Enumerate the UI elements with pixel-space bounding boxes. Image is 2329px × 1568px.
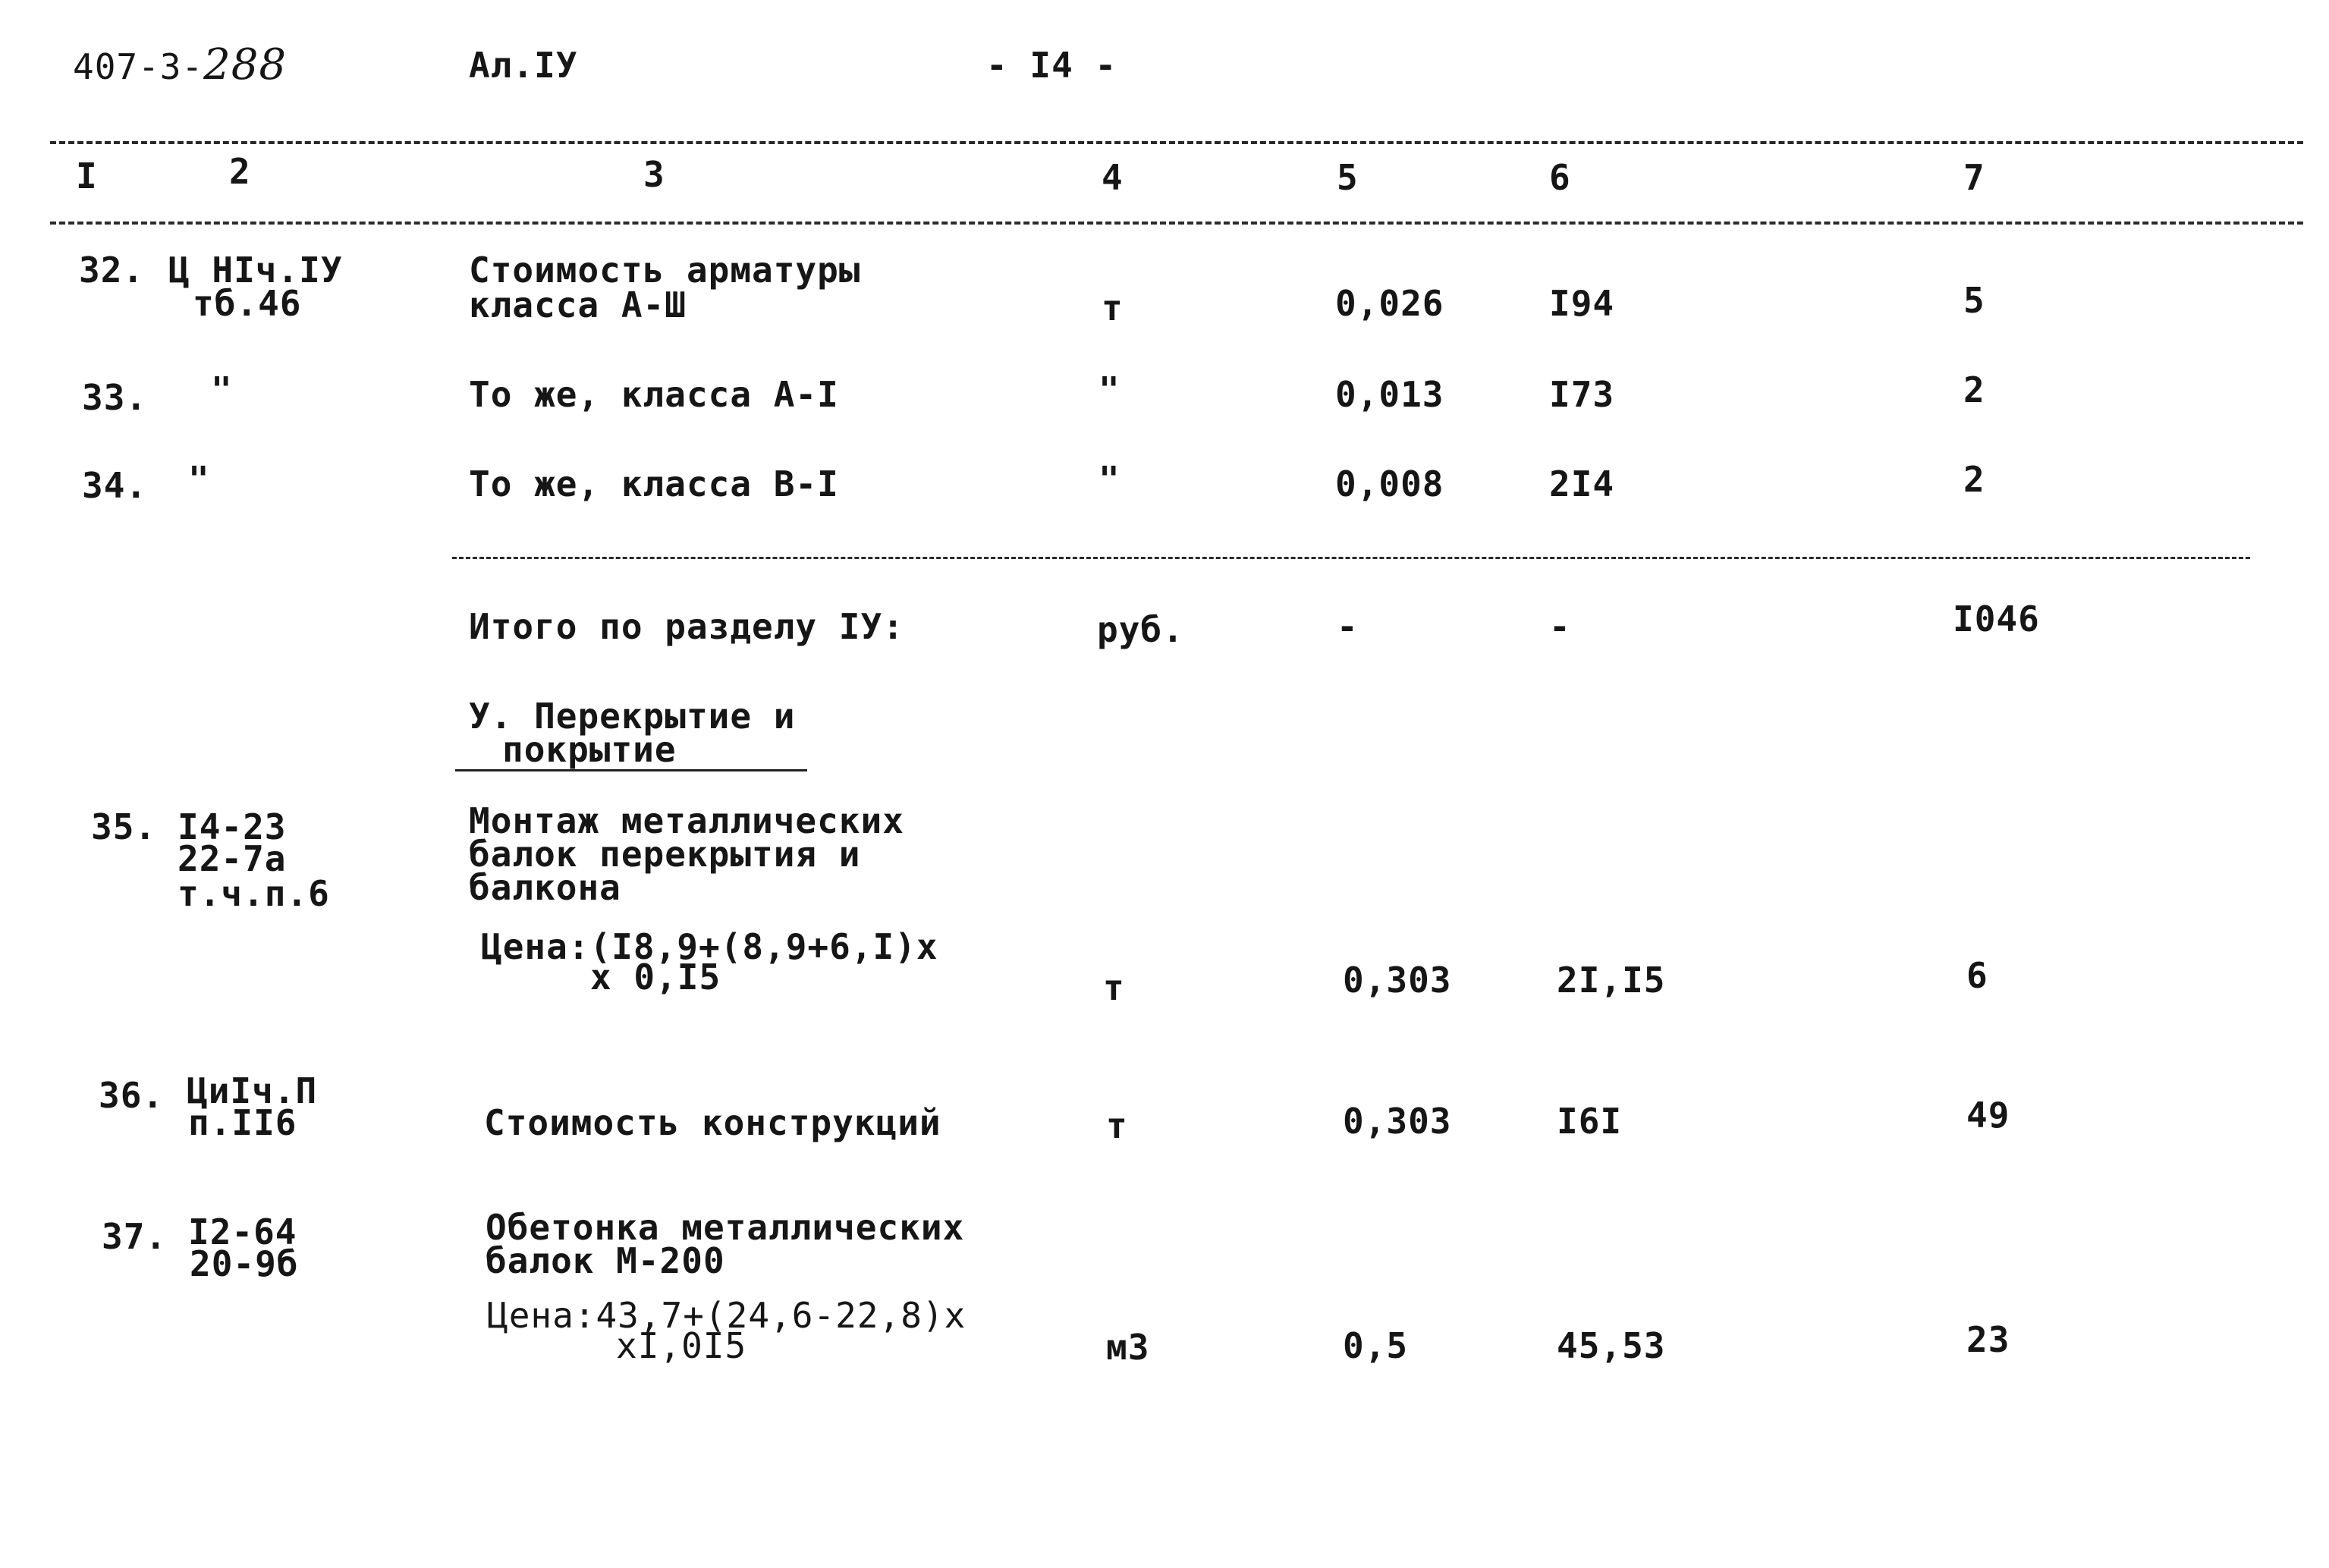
row-description: То же, класса В-I <box>469 463 839 504</box>
row-total: 5 <box>1963 280 1985 321</box>
row-reference: I2-64 <box>188 1211 297 1252</box>
row-number: 37. <box>102 1216 168 1257</box>
row-unit: т <box>1106 1105 1128 1146</box>
row-description: Стоимость арматуры <box>469 250 861 291</box>
row-unit: " <box>1098 369 1120 410</box>
subtotal-unit-price: - <box>1549 606 1571 647</box>
row-total: 2 <box>1963 369 1985 410</box>
row-number: 33. <box>82 377 148 418</box>
row-total: 6 <box>1966 955 1988 996</box>
row-quantity: 0,008 <box>1335 463 1444 504</box>
section-title: покрытие <box>502 729 677 770</box>
row-reference: 22-7а <box>178 838 287 879</box>
subtotal-rule <box>452 557 2250 559</box>
row-reference: п.II6 <box>188 1102 297 1143</box>
row-number: 35. <box>91 806 157 847</box>
document-code-handwritten: 288 <box>203 40 288 90</box>
sheet-reference: Ал.IУ <box>469 45 578 86</box>
subtotal-unit: руб. <box>1097 609 1184 650</box>
row-reference: т.ч.п.6 <box>178 873 330 914</box>
header-bottom-rule <box>50 222 2303 225</box>
row-unit: " <box>1098 459 1120 500</box>
row-quantity: 0,5 <box>1343 1325 1409 1366</box>
column-header-4: 4 <box>1102 157 1124 198</box>
row-price-formula: Цена:(I8,9+(8,9+6,I)х <box>481 926 938 967</box>
row-quantity: 0,026 <box>1335 283 1444 324</box>
row-reference: " <box>188 459 210 500</box>
header-top-rule <box>50 141 2303 144</box>
row-price-formula: х 0,I5 <box>590 957 721 998</box>
column-header-6: 6 <box>1549 157 1571 198</box>
document-code-prefix: 407-3- <box>73 46 204 87</box>
column-header-2: 2 <box>229 151 251 192</box>
column-header-3: 3 <box>643 154 665 195</box>
row-description: балок перекрытия и <box>469 834 861 875</box>
row-number: 32. <box>79 250 145 291</box>
row-reference: тб.46 <box>193 283 302 324</box>
section-title-underline <box>455 769 807 771</box>
row-unit-price: 2I,I5 <box>1557 960 1666 1001</box>
row-reference: I4-23 <box>178 806 287 847</box>
row-total: 2 <box>1963 459 1985 500</box>
row-total: 23 <box>1966 1319 2010 1360</box>
row-reference: Ц НIч.IУ <box>168 250 343 291</box>
row-unit-price: 45,53 <box>1557 1325 1666 1366</box>
row-number: 34. <box>82 465 148 506</box>
subtotal-quantity: - <box>1337 606 1359 647</box>
subtotal-total: I046 <box>1953 599 2040 639</box>
row-unit: т <box>1102 288 1124 328</box>
row-price-formula: Цена:43,7+(24,6-22,8)х <box>487 1295 966 1336</box>
row-price-formula: хI,0I5 <box>616 1325 747 1366</box>
row-unit: т <box>1103 967 1125 1008</box>
row-unit: м3 <box>1106 1327 1150 1368</box>
column-header-1: I <box>76 156 98 196</box>
section-title: У. Перекрытие и <box>469 696 796 737</box>
row-unit-price: 2I4 <box>1549 463 1615 504</box>
row-description: То же, класса А-I <box>469 374 839 415</box>
page-number: - I4 - <box>986 45 1117 86</box>
row-total: 49 <box>1966 1095 2010 1136</box>
row-description: Стоимость конструкций <box>484 1102 941 1143</box>
row-number: 36. <box>99 1075 165 1116</box>
row-reference: ЦиIч.П <box>187 1070 318 1111</box>
row-reference: " <box>211 369 233 410</box>
row-quantity: 0,013 <box>1335 374 1444 415</box>
row-unit-price: I6I <box>1557 1101 1623 1142</box>
row-unit-price: I73 <box>1549 374 1615 415</box>
row-description: класса А-Ш <box>469 284 687 325</box>
row-description: балок М-200 <box>486 1240 725 1281</box>
row-reference: 20-9б <box>190 1243 299 1284</box>
row-description: Обетонка металлических <box>486 1207 965 1248</box>
subtotal-label: Итого по разделу IУ: <box>469 606 904 647</box>
row-quantity: 0,303 <box>1343 1101 1452 1142</box>
row-quantity: 0,303 <box>1343 960 1452 1001</box>
row-unit-price: I94 <box>1549 283 1615 324</box>
row-description: балкона <box>469 867 621 908</box>
document-code <box>73 40 288 90</box>
column-header-7: 7 <box>1963 157 1985 198</box>
row-description: Монтаж металлических <box>469 800 904 841</box>
column-header-5: 5 <box>1337 157 1359 198</box>
